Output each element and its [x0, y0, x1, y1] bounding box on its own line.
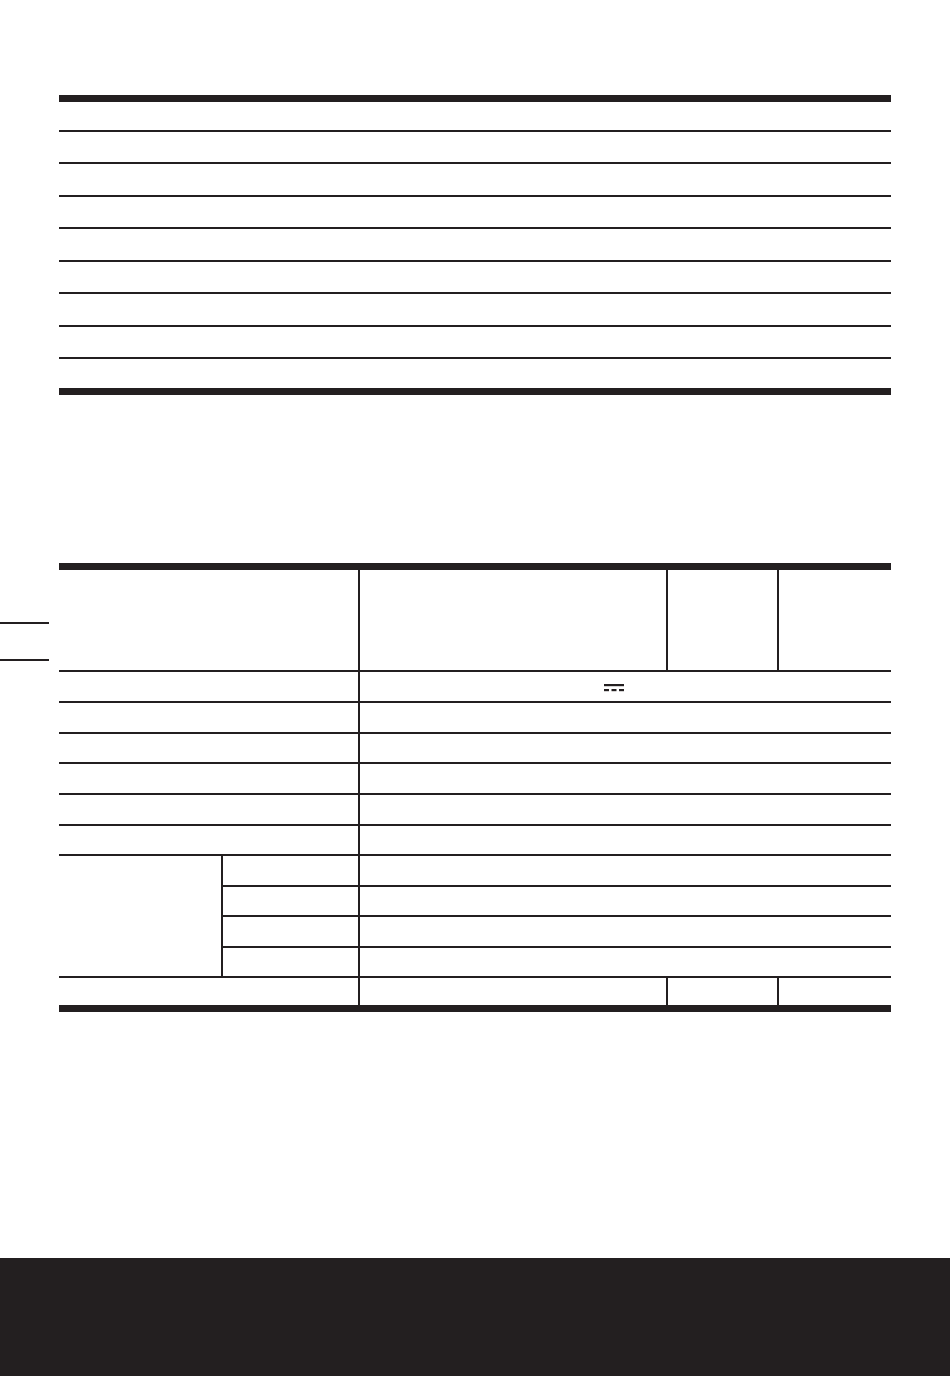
spec-table-row-rule: [59, 976, 891, 978]
top-table-top-rule: [59, 95, 891, 102]
top-table-row-rule: [59, 130, 891, 132]
spec-table-subrow-rule: [222, 946, 891, 948]
top-table-row-rule: [59, 292, 891, 294]
top-table-row-rule: [59, 357, 891, 359]
spec-table-row-rule: [59, 701, 891, 703]
footer-band: [0, 1258, 950, 1376]
spec-table-row-rule: [59, 854, 891, 856]
spec-table-row-rule: [59, 762, 891, 764]
top-table-row-rule: [59, 260, 891, 262]
spec-table-row-rule: [59, 670, 891, 672]
spec-table-row-rule: [59, 793, 891, 795]
spec-table-row-rule: [59, 732, 891, 734]
spec-table-subrow-rule: [222, 885, 891, 887]
spec-table-col-rule-last-b: [777, 977, 779, 1006]
top-table-row-rule: [59, 325, 891, 327]
direct-current-icon: [604, 683, 624, 693]
spec-table-top-rule: [59, 563, 891, 570]
spec-table-col-rule-main: [358, 570, 360, 1006]
spec-table-subrow-rule: [222, 915, 891, 917]
spec-table-col-rule-header-a: [666, 570, 668, 671]
spec-table-bottom-rule: [59, 1005, 891, 1012]
top-table-row-rule: [59, 195, 891, 197]
top-table-bottom-rule: [59, 388, 891, 395]
spec-table-col-rule-header-b: [777, 570, 779, 671]
top-table-row-rule: [59, 162, 891, 164]
spec-table-col-rule-sub: [221, 855, 223, 977]
side-tab-mark-upper: [0, 622, 49, 624]
spec-table-row-rule: [59, 824, 891, 826]
spec-table-col-rule-last-a: [666, 977, 668, 1006]
side-tab-mark-lower: [0, 659, 49, 661]
top-table-row-rule: [59, 227, 891, 229]
